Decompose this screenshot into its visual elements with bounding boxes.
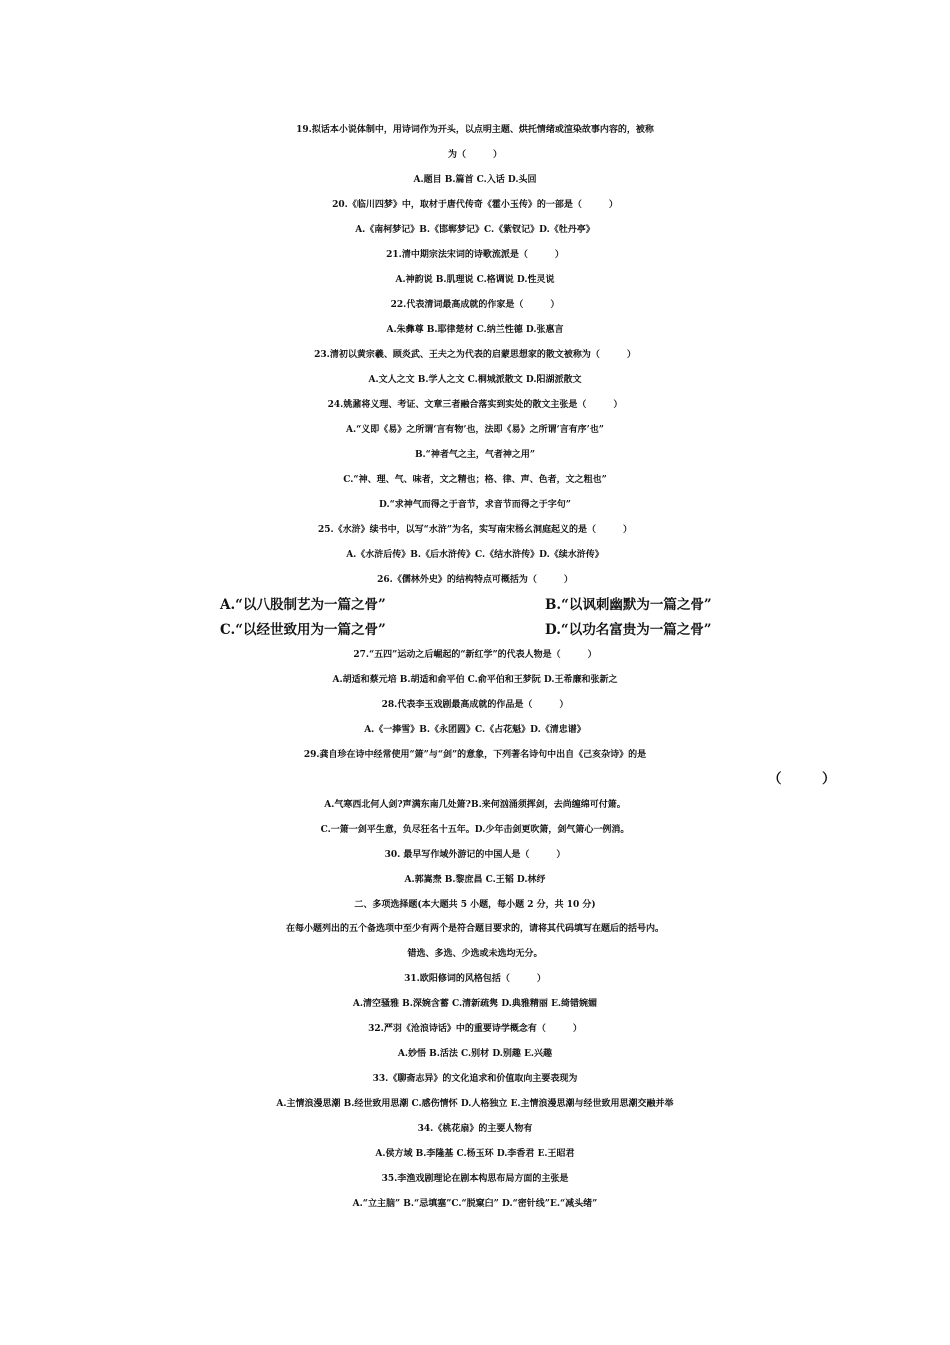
question-33-stem: 33.《聊斋志异》的文化追求和价值取向主要表现为: [372, 1074, 578, 1084]
question-33-options: A.主情浪漫思潮 B.经世致用思潮 C.感伤情怀 D.人格独立 E.主情浪漫思潮与经世致用思潮交融并举: [276, 1099, 674, 1109]
question-22-options: A.朱彝尊 B.耶律楚材 C.纳兰性德 D.张惠言: [386, 325, 564, 335]
question-27-stem: 27.“五四”运动之后崛起的“新红学”的代表人物是（ ）: [353, 650, 597, 660]
question-20-stem: 20.《临川四梦》中，取材于唐代传奇《霍小玉传》的一部是（ ）: [332, 200, 618, 210]
question-26-stem: 26.《儒林外史》的结构特点可概括为（ ）: [377, 575, 573, 585]
question-27-options: A.胡适和蔡元培 B.胡适和俞平伯 C.俞平伯和王梦阮 D.王希廉和张新之: [332, 675, 618, 685]
question-22-stem: 22.代表清词最高成就的作家是（ ）: [390, 300, 560, 310]
question-24-option-c: C.“神、理、气、味者，文之精也；格、律、声、色者，文之粗也”: [343, 475, 607, 485]
question-20-options: A.《南柯梦记》B.《邯郸梦记》C.《紫钗记》D.《牡丹亭》: [355, 225, 595, 235]
question-23-options: A.文人之文 B.学人之文 C.桐城派散文 D.阳湖派散文: [368, 375, 582, 385]
question-24-option-b: B.“神者气之主，气者神之用”: [414, 450, 536, 460]
question-24-stem: 24.姚鼐将义理、考证、文章三者融合落实到实处的散文主张是（ ）: [327, 400, 623, 410]
question-34-options: A.侯方域 B.李隆基 C.杨玉环 D.李香君 E.王昭君: [375, 1149, 575, 1159]
question-26-option-c: C.“以经世致用为一篇之骨”: [220, 622, 386, 638]
question-24-option-d: D.“求神气而得之于音节，求音节而得之于字句”: [379, 500, 571, 510]
question-23-stem: 23.清初以黄宗羲、顾炎武、王夫之为代表的启蒙思想家的散文被称为（ ）: [314, 350, 636, 360]
question-31-options: A.清空骚雅 B.深婉含蓄 C.清新疏隽 D.典雅精丽 E.绮错婉媚: [352, 999, 598, 1009]
question-19-blank: 为（ ）: [447, 150, 502, 160]
question-32-stem: 32.严羽《沧浪诗话》中的重要诗学概念有（ ）: [368, 1024, 582, 1034]
question-21-stem: 21.清中期宗法宋词的诗歌流派是（ ）: [386, 250, 564, 260]
question-34-stem: 34.《桃花扇》的主要人物有: [417, 1124, 533, 1134]
question-26-option-d: D.“以功名富贵为一篇之骨”: [545, 622, 712, 638]
question-19-options: A.题目 B.篇首 C.入话 D.头回: [413, 175, 537, 185]
question-26-option-b: B.“以讽刺幽默为一篇之骨”: [545, 597, 712, 613]
question-24-option-a: A.“义即《易》之所谓‘言有物’也，法即《易》之所谓‘言有序’也”: [345, 425, 604, 435]
question-29-options-cd: C.一箫一剑平生意，负尽狂名十五年。D.少年击剑更吹箫，剑气箫心一例消。: [320, 825, 630, 835]
question-25-options: A.《水浒后传》B.《后水浒传》C.《结水浒传》D.《续水浒传》: [346, 550, 604, 560]
question-32-options: A.妙悟 B.活法 C.别材 D.别趣 E.兴趣: [397, 1049, 553, 1059]
question-30-stem: 30. 最早写作域外游记的中国人是（ ）: [384, 850, 566, 860]
question-29-blank: （ ）: [768, 771, 836, 787]
section-2-heading: 二、多项选择题(本大题共 5 小题，每小题 2 分，共 10 分): [354, 900, 596, 910]
question-28-stem: 28.代表李玉戏剧最高成就的作品是（ ）: [381, 700, 569, 710]
question-25-stem: 25.《水浒》续书中，以写“水浒”为名，实写南宋杨幺洞庭起义的是（ ）: [317, 525, 632, 535]
question-35-stem: 35.李渔戏剧理论在剧本构思布局方面的主张是: [381, 1174, 569, 1184]
question-29-stem: 29.龚自珍在诗中经常使用“箫”与“剑”的意象，下列著名诗句中出自《己亥杂诗》的是: [303, 750, 647, 760]
question-30-options: A.郭嵩焘 B.黎庶昌 C.王韬 D.林纾: [404, 875, 546, 885]
question-31-stem: 31.欧阳修词的风格包括（ ）: [404, 974, 546, 984]
question-29-options-ab: A.气寒西北何人剑?声满东南几处箫?B.来何汹涌须挥剑，去尚缠绵可付箫。: [324, 800, 626, 810]
question-19-stem: 19.拟话本小说体制中，用诗词作为开头，以点明主题、烘托情绪或渲染故事内容的，被称: [296, 125, 654, 135]
question-35-options: A.“立主脑” B.“忌填塞”C.“脱窠臼” D.“密针线”E.“减头绪”: [352, 1199, 598, 1209]
question-21-options: A.神韵说 B.肌理说 C.格调说 D.性灵说: [395, 275, 555, 285]
section-2-scoring-note: 错选、多选、少选或未选均无分。: [407, 949, 543, 959]
section-2-instructions: 在每小题列出的五个备选项中至少有两个是符合题目要求的，请将其代码填写在题后的括号内。: [285, 924, 664, 934]
question-26-option-a: A.“以八股制艺为一篇之骨”: [220, 597, 386, 613]
question-28-options: A.《一捧雪》B.《永团圆》C.《占花魁》D.《清忠谱》: [364, 725, 586, 735]
